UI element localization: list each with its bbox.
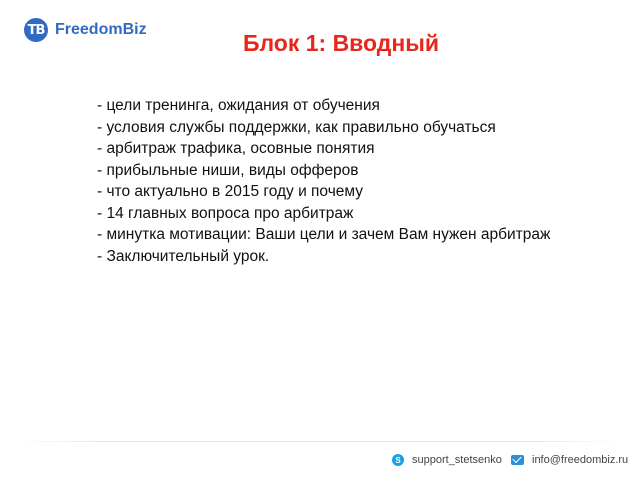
envelope-icon (511, 455, 524, 465)
logo-text: FreedomBiz (55, 21, 147, 38)
bullet-list (97, 95, 597, 267)
logo-mark-icon: ТВ (24, 18, 48, 42)
bullet-item: - цели тренинга, ожидания от обучения (97, 95, 597, 117)
bullet-item: - прибыльные ниши, виды офферов (97, 160, 597, 182)
bullet-item: - что актуально в 2015 году и почему (97, 181, 597, 203)
email-address: info@freedombiz.ru (532, 454, 629, 466)
skype-icon: S (392, 454, 404, 466)
bullet-item: - минутка мотивации: Ваши цели и зачем Вам нужен арбитраж (97, 224, 597, 246)
slide-title: Блок 1: Вводный (242, 30, 440, 56)
bullet-item: - Заключительный урок. (97, 246, 597, 268)
footer-skype (392, 451, 502, 469)
bullet-item: - 14 главных вопроса про арбитраж (97, 203, 597, 225)
skype-handle: support_stetsenko (412, 454, 502, 466)
bullet-item: - условия службы поддержки, как правильно обучаться (97, 117, 597, 139)
footer-email (511, 451, 628, 469)
footer-divider (16, 441, 622, 442)
bullet-item: - арбитраж трафика, осовные понятия (97, 138, 597, 160)
